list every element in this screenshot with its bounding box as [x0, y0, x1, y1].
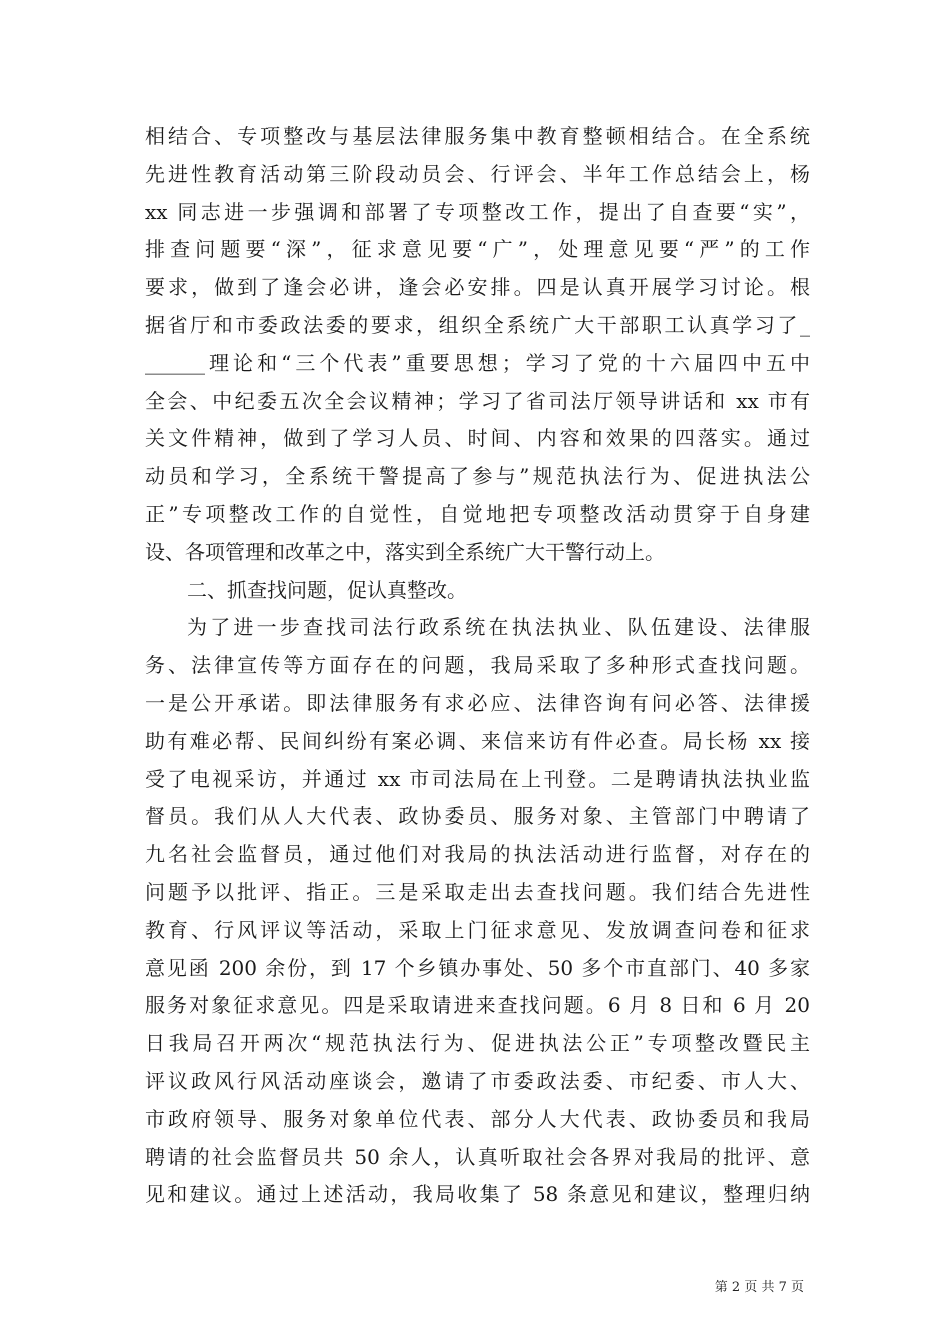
section-heading: 二、抓查找问题，促认真整改。: [187, 577, 467, 602]
text-line: 正”专项整改工作的自觉性，自觉地把专项整改活动贯穿于自身建: [145, 501, 810, 526]
text-line: 日我局召开两次“规范执法行为、促进执法公正”专项整改暨民主: [145, 1031, 810, 1056]
body-text: [145, 118, 810, 1214]
text-line: 一是公开承诺。即法律服务有求必应、法律咨询有问必答、法律援: [145, 690, 810, 715]
text-line: 受了电视采访，并通过 xx 市司法局在上刊登。二是聘请执法执业监: [145, 766, 810, 791]
text-line: 相结合、专项整改与基层法律服务集中教育整顿相结合。在全系统: [145, 124, 810, 148]
page-number: 第 2 页 共 7 页: [714, 1280, 804, 1295]
text-line: 见和建议。通过上述活动，我局收集了 58 条意见和建议，整理归纳: [145, 1182, 810, 1207]
text-line: 教育、行风评议等活动，采取上门征求意见、发放调查问卷和征求: [145, 917, 810, 942]
text-line: 先进性教育活动第三阶段动员会、行评会、半年工作总结会上，杨: [145, 161, 810, 186]
text-line: 服务对象征求意见。四是采取请进来查找问题。6 月 8 日和 6 月 20: [145, 993, 810, 1018]
text-line: 评议政风行风活动座谈会，邀请了市委政法委、市纪委、市人大、: [145, 1068, 810, 1093]
text-line: 为了进一步查找司法行政系统在执法执业、队伍建设、法律服: [187, 615, 810, 640]
text-line: 排查问题要“深”，征求意见要“广”，处理意见要“严”的工作: [145, 237, 810, 262]
text-line: ______理论和“三个代表”重要思想；学习了党的十六届四中五中: [145, 350, 810, 375]
text-line: 关文件精神，做到了学习人员、时间、内容和效果的四落实。通过: [145, 426, 810, 451]
text-line: xx 同志进一步强调和部署了专项整改工作，提出了自查要“实”，: [145, 199, 810, 224]
text-line: 务、法律宣传等方面存在的问题，我局采取了多种形式查找问题。: [145, 653, 810, 678]
text-line: 意见函 200 余份，到 17 个乡镇办事处、50 多个市直部门、40 多家: [145, 955, 810, 980]
text-line: 全会、中纪委五次全会议精神；学习了省司法厅领导讲话和 xx 市有: [145, 388, 810, 413]
text-line: 设、各项管理和改革之中，落实到全系统广大干警行动上。: [145, 539, 665, 564]
text-line: 问题予以批评、指正。三是采取走出去查找问题。我们结合先进性: [145, 879, 810, 904]
text-line: 聘请的社会监督员共 50 余人，认真听取社会各界对我局的批评、意: [145, 1144, 810, 1169]
text-line: 助有难必帮、民间纠纷有案必调、来信来访有件必查。局长杨 xx 接: [145, 728, 810, 753]
text-line: 市政府领导、服务对象单位代表、部分人大代表、政协委员和我局: [145, 1106, 810, 1131]
text-line: 动员和学习，全系统干警提高了参与”规范执法行为、促进执法公: [145, 464, 810, 489]
text-line: 九名社会监督员，通过他们对我局的执法活动进行监督，对存在的: [145, 842, 810, 867]
text-line: 据省厅和市委政法委的要求，组织全系统广大干部职工认真学习了_: [145, 312, 810, 337]
text-line: 督员。我们从人大代表、政协委员、服务对象、主管部门中聘请了: [145, 804, 810, 829]
text-line: 要求，做到了逢会必讲，逢会必安排。四是认真开展学习讨论。根: [145, 275, 810, 300]
